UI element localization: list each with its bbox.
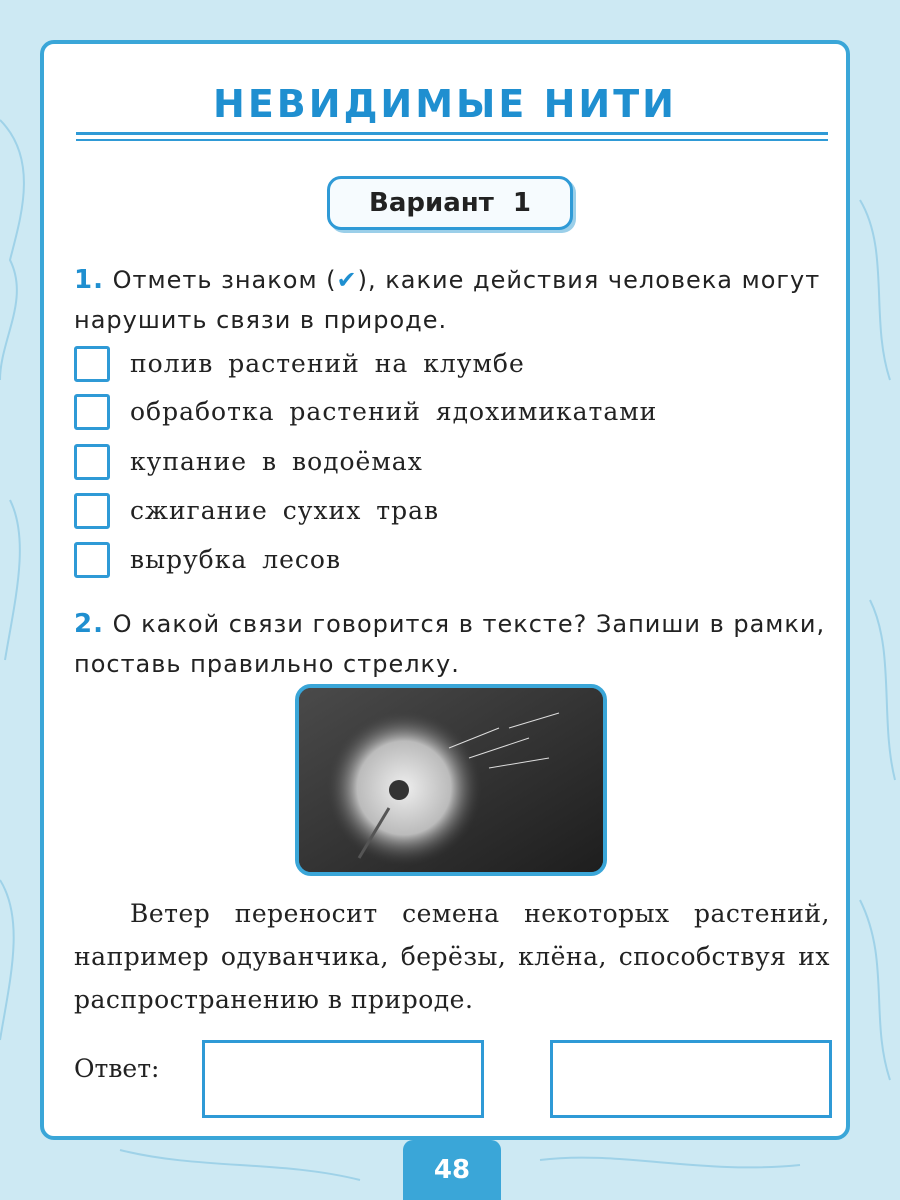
checkmark-icon: ✔	[336, 266, 358, 294]
page-title: НЕВИДИМЫЕ НИТИ	[213, 82, 677, 126]
option-checkbox[interactable]	[74, 493, 110, 529]
option-label: обработка растений ядохимикатами	[130, 397, 658, 426]
title-underline	[76, 132, 828, 135]
worksheet-panel	[40, 40, 850, 1140]
question-1-text-before: Отметь знаком (	[112, 266, 337, 294]
question-1-text	[74, 260, 834, 340]
option-label: купание в водоёмах	[130, 447, 423, 476]
option-label: полив растений на клумбе	[130, 349, 525, 378]
title-underline-secondary	[76, 139, 828, 141]
option-checkbox[interactable]	[74, 394, 110, 430]
question-2-prompt: О какой связи говорится в тексте? Запиши в рамки, поставь правильно стрелку.	[74, 610, 826, 678]
answer-box-1[interactable]	[202, 1040, 484, 1118]
option-checkbox[interactable]	[74, 444, 110, 480]
option-label: сжигание сухих трав	[130, 496, 440, 525]
page-number: 48	[403, 1140, 501, 1200]
question-1-number: 1.	[74, 265, 104, 295]
option-checkbox[interactable]	[74, 346, 110, 382]
variant-label: Вариант 1	[327, 176, 573, 230]
question-1-text-after: ), какие действия человека могут нарушить связи в природе.	[74, 266, 821, 334]
dandelion-photo	[295, 684, 607, 876]
reading-passage: Ветер переносит семена некоторых растений, например одуванчика, берёзы, клёна, способствуя их распространению в природе.	[74, 899, 830, 1014]
question-2-number: 2.	[74, 609, 104, 639]
option-checkbox[interactable]	[74, 542, 110, 578]
question-2-text	[74, 604, 834, 684]
dandelion-image-icon	[299, 688, 603, 872]
answer-label: Ответ:	[74, 1054, 160, 1083]
answer-box-2[interactable]	[550, 1040, 832, 1118]
option-label: вырубка лесов	[130, 545, 342, 574]
